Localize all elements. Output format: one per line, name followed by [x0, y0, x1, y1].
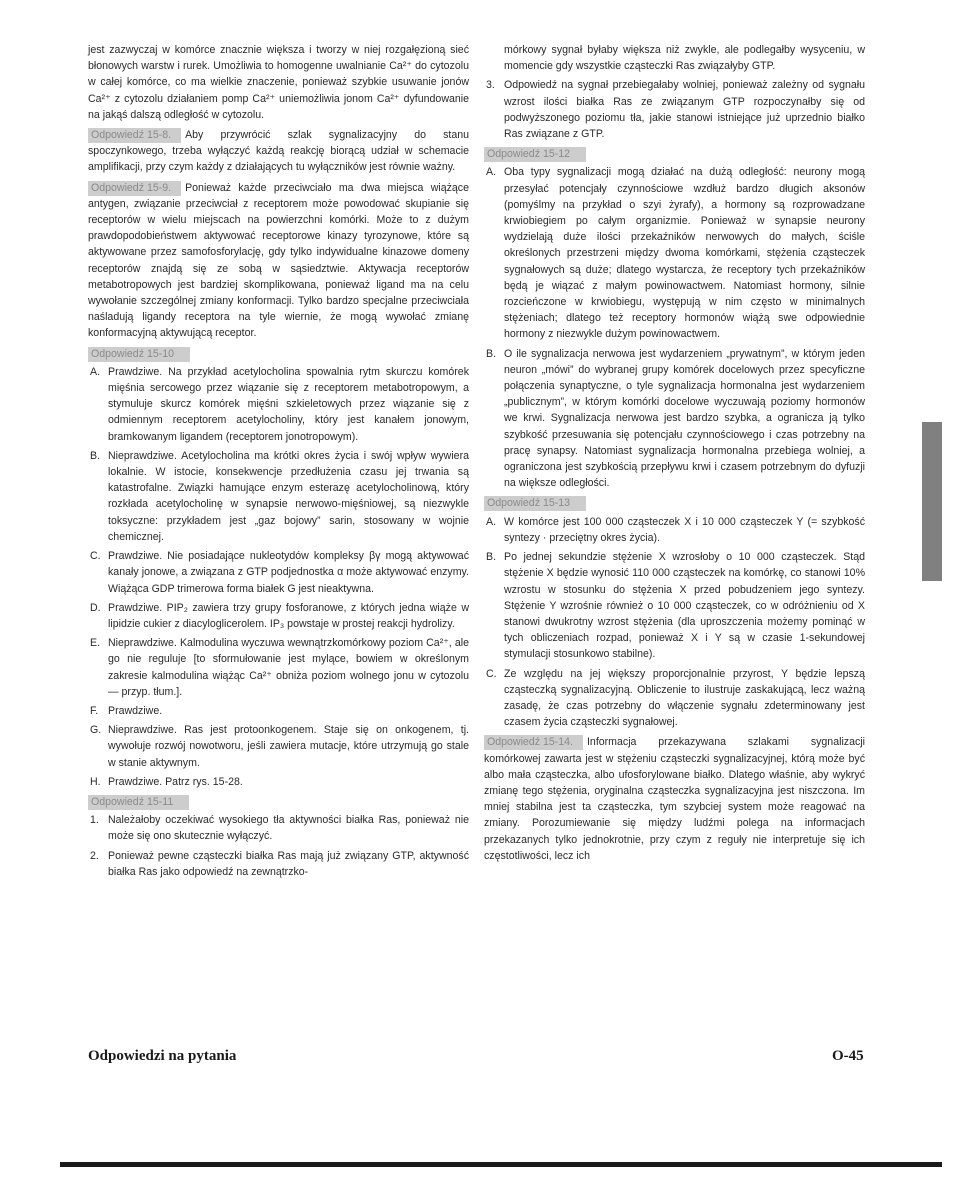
- list-item: F. Prawdziwe.: [90, 704, 163, 717]
- answer-text: Aby przywrócić szlak sygnalizacyjny do stanu spoczynkowego, trzeba wyłączyć każdą reakcję biorącą udział w schemacie amplifikacji, przy czym każdy z działających tu wyłączników jest równie ważny.: [88, 129, 469, 174]
- left-column: [88, 42, 469, 883]
- list-item: 1. Należałoby oczekiwać wysokiego tła aktywności białka Ras, ponieważ nie może się ono skutecznie wyłączyć.: [90, 814, 469, 843]
- answer-text: Ponieważ każde przeciwciało ma dwa miejsca wiążące antygen, związanie przeciwciał z receptorem może powodować skupianie się receptorów w wielu miejscach na powierzchni komórki. Może to z dużym prawdopodobieństwem aktywować receptorowe kinazy tyrozynowe, które są aktywowane przez samofosforylację, gdy tylko indywidualne kinazowe domeny receptorów znajdą się ze sobą w sąsiedztwie. Aktywacja receptorów metabotropowych jest bardziej skomplikowana, ponieważ ligand ma na celu wywołanie szczególnej zmiany konformacji. Tylko bardzo specjalne przeciwciała naśladują ligandy receptora na tyle wiernie, że mogą wywołać zmianę konformacyjną aktywującą receptor.: [88, 181, 469, 340]
- right-column: [484, 42, 865, 864]
- list-item: B. Po jednej sekundzie stężenie X wzrosłoby o 10 000 cząsteczek. Stąd stężenie X będzie wynosić 110 000 cząsteczek na komórkę, co stanowi 10% wzrostu w stosunku do stężenia X przed pobudzeniem jego syntezy. Stężenie Y wzrośnie również o 10 000 cząsteczek, co w odróżnieniu od X stanowi dwukrotny wzrost stężenia (dla uproszczenia możemy pominąć w tych obliczeniach rozpad, ponieważ X i Y są w czasie 1-sekundowej stymulacji stosunkowo stabilne).: [486, 551, 865, 661]
- answer-label: Odpowiedź 15-9.: [88, 181, 181, 196]
- answer-15-8: [88, 127, 469, 176]
- answer-15-14: [484, 734, 865, 864]
- list-item: A. Prawdziwe. Na przykład acetylocholina spowalnia rytm skurczu komórek mięśnia sercowego przez wiązanie się z receptorem metabotropowym, a stymuluje skurcz komórek mięśni szkieletowych przez wiązanie się z odmiennym receptorem acetylocholiny, który jest kanałem jonowym, bramkowanym ligandem (receptorem jonotropowym).: [90, 365, 469, 443]
- list-item: B. Nieprawdziwe. Acetylocholina ma krótki okres życia i swój wpływ wywiera lokalnie. W istocie, konsekwencje przedłużenia czasu jej trwania są katastrofalne. Związki hamujące enzym esterazę acetylocholinową, który rozkłada acetylocholinę w synapsie nerwowo-mięśniowej, są niezwykle toksyczne: przykładem jest „gaz bojowy” sarin, stosowany w wojnie chemicznej.: [90, 449, 469, 543]
- answer-15-12-header: Odpowiedź 15-12: [484, 146, 865, 162]
- bottom-rule: [60, 1162, 942, 1167]
- answer-label: Odpowiedź 15-14.: [484, 735, 583, 750]
- list-item: C. Ze względu na jej większy proporcjonalnie przyrost, Y będzie lepszą cząsteczką sygnalizacyjną. Obliczenie to ilustruje zaskakującą, lecz ważną zasadę, że czas potrzebny do włączenie sygnału zdeterminowany jest czasem życia cząsteczki sygnałowej.: [486, 667, 865, 729]
- list-item: B. O ile sygnalizacja nerwowa jest wydarzeniem „prywatnym”, w którym jeden neuron „mówi” do wybranej grupy komórek docelowych przez specyficzne połączenia synaptyczne, o tyle sygnalizacja hormonalna jest wydarzeniem „publicznym”, w którym komórki docelowe wyczuwają poziomy hormonów we krwi. Sygnalizacja nerwowa jest bardzo szybka, a ogranicza ją tylko szybkość przesuwania się potencjału czynnościowego i czas potrzebny na pracę synapsy. Natomiast sygnalizacja hormonalna przebiega wolniej, a ograniczona jest szybkością przepływu krwi i czasem potrzebnym do dyfuzji na większe odległości.: [486, 347, 865, 490]
- list-item: G. Nieprawdziwe. Ras jest protoonkogenem. Staje się on onkogenem, tj. wywołuje rozwój nowotworu, jeśli zawiera mutacje, które utrzymują go stale w stanie aktywnym.: [90, 724, 469, 769]
- footer-title: Odpowiedzi na pytania: [88, 1048, 237, 1064]
- page-number: O-45: [832, 1048, 864, 1064]
- list-item: H. Prawdziwe. Patrz rys. 15-28.: [90, 775, 243, 788]
- list-item: A. W komórce jest 100 000 cząsteczek X i 10 000 cząsteczek Y (= szybkość syntezy · przeciętny okres życia).: [486, 515, 865, 544]
- answer-text: Informacja przekazywana szlakami sygnalizacji komórkowej zawarta jest w stężeniu cząsteczki sygnalizacyjnej, którą może być albo mała cząsteczka, albo ufosforylowane białko. Dlatego właśnie, aby wykryć zmianę tego stężenia, oryginalna cząsteczka sygnalizacyjna jest niszczona. Im mniej stabilna jest ta cząsteczka, tym szybciej system może reagować na zmiany. Porozumiewanie się między ludźmi polega na informacjach przekazanych tylko jednokrotnie, przy czym z reguły nie interpretuje się ich częstotliwości, lecz ich: [484, 736, 865, 862]
- chapter-thumb-tab: [922, 422, 942, 581]
- list-item: E. Nieprawdziwe. Kalmodulina wyczuwa wewnątrzkomórkowy poziom Ca²⁺, ale go nie reguluje [to sformułowanie jest mylące, bowiem w określonym zakresie kalmodulina wiążąc Ca²⁺ obniża poziom wolnego jonu w cytozolu — przyp. tłum.].: [90, 637, 469, 698]
- paragraph-intro: jest zazwyczaj w komórce znacznie większa i tworzy w niej rozgałęzioną sieć błonowych warstw i rurek. Umożliwia to homogenne uwalnianie Ca²⁺ do cytozolu w całej komórce, co ma wielkie znaczenie, ponieważ szybkie usuwanie jonów Ca²⁺ z cytozolu działaniem pomp Ca²⁺ uniemożliwia jonom Ca²⁺ dyfundowanie na jakąś dalszą odległość w cytozolu.: [88, 44, 469, 121]
- answer-15-13-header: Odpowiedź 15-13: [484, 495, 865, 511]
- answer-15-10-header: Odpowiedź 15-10: [88, 346, 469, 362]
- answer-15-9: [88, 180, 469, 342]
- list-item-continued: mórkowy sygnał byłaby większa niż zwykle, ale podlegałby wysyceniu, w momencie gdy wszystkie cząsteczki Ras związałyby GTP.: [504, 44, 865, 73]
- answer-label: Odpowiedź 15-8.: [88, 128, 181, 143]
- list-item: A. Oba typy sygnalizacji mogą działać na dużą odległość: neurony mogą przesyłać potencjały czynnościowe wzdłuż bardzo długich aksonów (pomyślmy na przykład o szyi żyrafy), a hormony są rozprowadzane krwiobiegiem po całym organizmie. Ponieważ w synapsie neurony wydzielają duże ilości przekaźników nerwowych do małych, ściśle określonych przestrzeni między dwoma komórkami, stężenia cząsteczek sygnałowych są duże; dlatego wystarcza, że receptory tych przekaźników będą je wiązać z małym powinowactwem. Natomiast hormony, silnie rozcieńczone w krwiobiegu, występują w nim często w minimalnych stężeniach; dlatego też receptory hormonów wiążą swe odpowiednie hormony z niezwykle dużym powinowactwem.: [486, 166, 865, 341]
- list-item: 3. Odpowiedź na sygnał przebiegałaby wolniej, ponieważ zależny od sygnału wzrost ilości białka Ras ze związanym GTP rozpoczynałby się od podwyższonego poziomu tła, jakie stanowi istniejące już uprzednio białko Ras związane z GTP.: [486, 79, 865, 141]
- list-item: 2. Ponieważ pewne cząsteczki białka Ras mają już związany GTP, aktywność białka Ras jako odpowiedź na zewnątrzko-: [90, 849, 469, 878]
- list-item: C. Prawdziwe. Nie posiadające nukleotydów kompleksy βγ mogą aktywować kanały jonowe, a związana z GTP podjednostka α może aktywować enzymy. Wiążąca GDP trimerowa forma białek G jest nieaktywna.: [90, 550, 469, 595]
- answer-15-11-header: Odpowiedź 15-11: [88, 794, 469, 810]
- list-item: D. Prawdziwe. PIP₂ zawiera trzy grupy fosforanowe, z których jedna wiąże w lipidzie cukier z diacyloglicerolem. IP₃ powstaje w prostej reakcji hydrolizy.: [90, 601, 469, 630]
